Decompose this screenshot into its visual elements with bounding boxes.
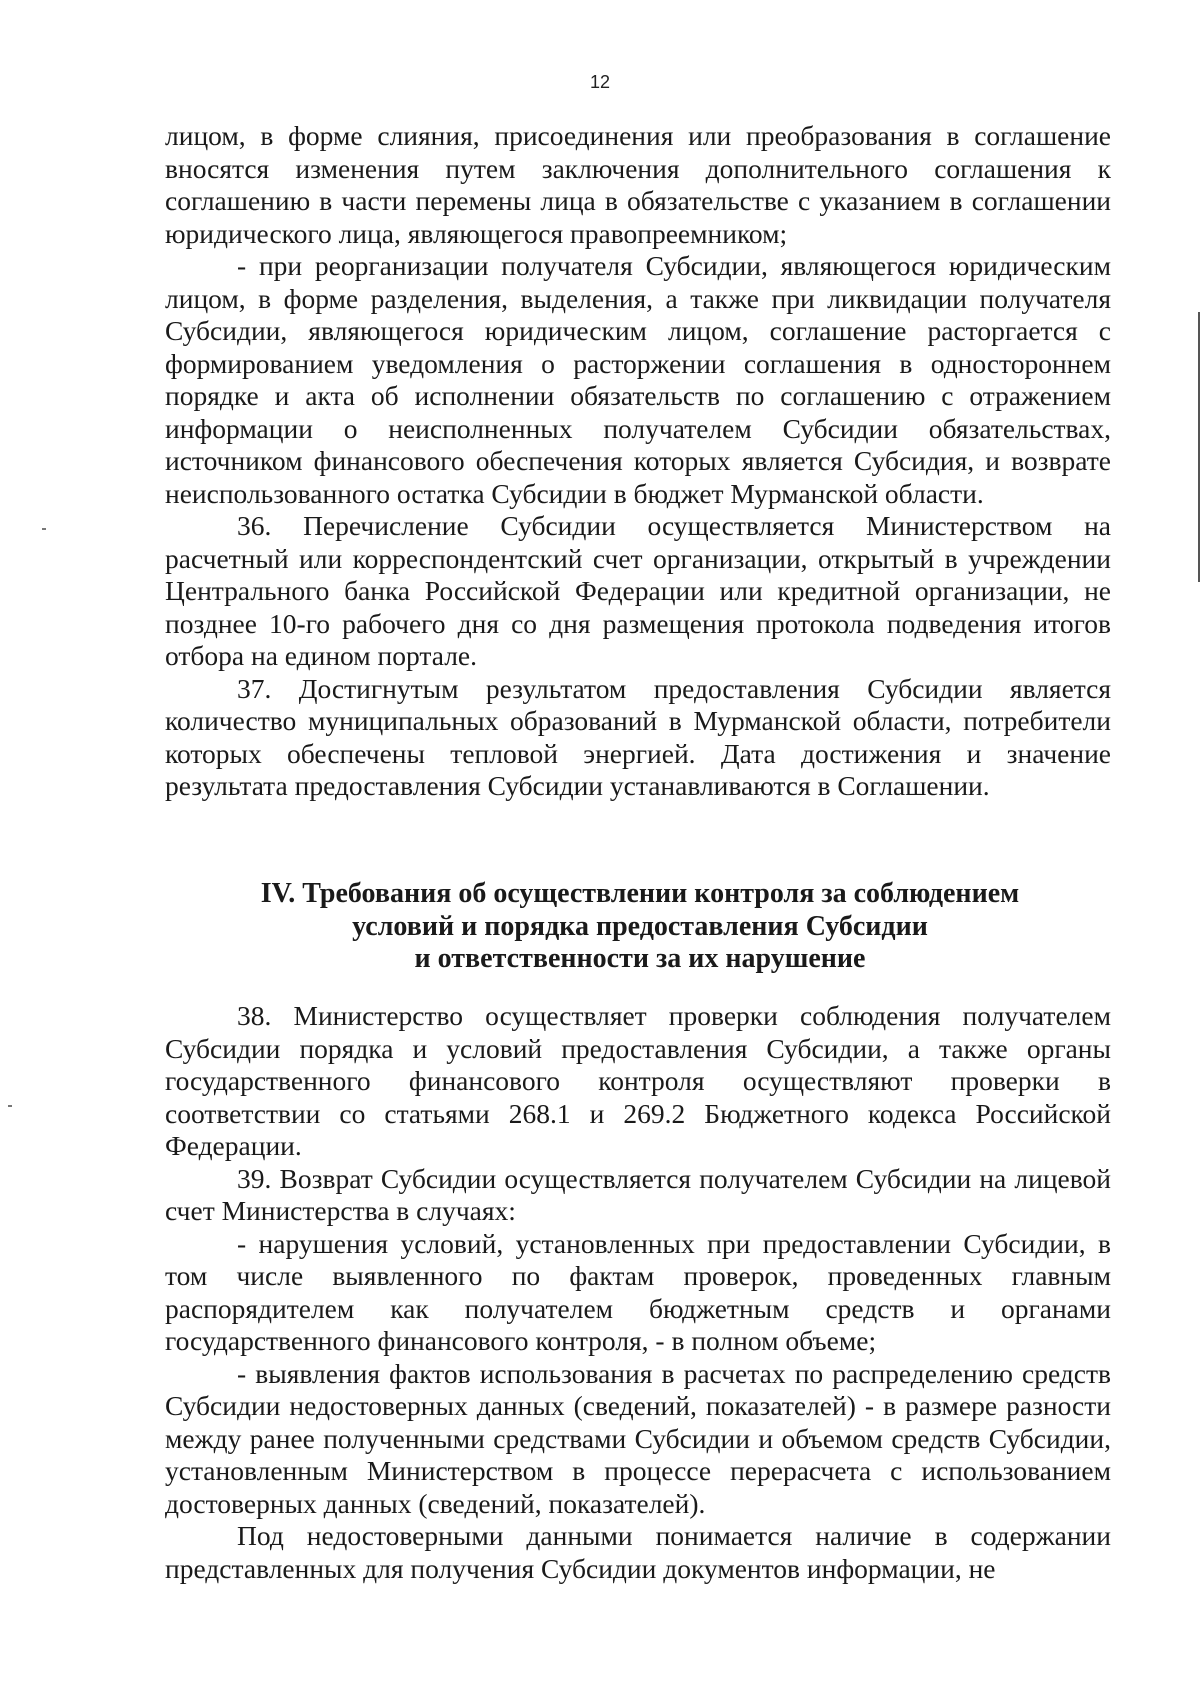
paragraph-39-item-1: - нарушения условий, установленных при предоставлении Субсидии, в том числе выявленного по фактам проверок, проведенных главным распорядителем как получателем бюджетным средств и органами государственного финансового контроля, - в полном объеме; [165,1227,1111,1356]
paragraph-37: 37. Достигнутым результатом предоставления Субсидии является количество муниципальных образований в Мурманской области, потребители которых обеспечены тепловой энергией. Дата достижения и значение результата предоставления Субсидии устанавливаются в Соглашении. [165,672,1111,801]
paragraph-38: 38. Министерство осуществляет проверки соблюдения получателем Субсидии порядка и условий предоставления Субсидии, а также органы государственного финансового контроля осуществляют проверки в соответствии со статьями 268.1 и 269.2 Бюджетного кодекса Российской Федерации. [165,1000,1111,1161]
section-heading-iv [170,878,1110,976]
paragraph-unreliable-data: Под недостоверными данными понимается наличие в содержании представленных для получения Субсидии документов информации, не [165,1520,1111,1584]
paragraph-reorganization: - при реорганизации получателя Субсидии, являющегося юридическим лицом, в форме разделения, выделения, а также при ликвидации получателя Субсидии, являющегося юридическим лицом, соглашение расторгается с формированием уведомления о расторжении соглашения в одностороннем порядке и акта об исполнении обязательств по соглашению с отражением информации о неисполненных получателем Субсидии обязательствах, источником финансового обеспечения которых является Субсидия, и возврате неиспользованного остатка Субсидии в бюджет Мурманской области. [165,250,1111,509]
paragraph-36: 36. Перечисление Субсидии осуществляется Министерством на расчетный или корреспондентский счет организации, открытый в учреждении Центрального банка Российской Федерации или кредитной организации, не позднее 10-го рабочего дня со дня размещения протокола подведения итогов отбора на едином портале. [165,510,1111,671]
body-text-lower [165,1000,1111,1585]
paragraph-39-item-2: - выявления фактов использования в расчетах по распределению средств Субсидии недостоверных данных (сведений, показателей) - в размере разности между ранее полученными средствами Субсидии и объемом средств Субсидии, установленным Министерством в процессе перерасчета с использованием достоверных данных (сведений, показателей). [165,1357,1111,1519]
scan-speck [8,1105,12,1107]
heading-line-2: условий и порядка предоставления Субсидии [352,910,928,942]
paragraph-39: 39. Возврат Субсидии осуществляется получателем Субсидии на лицевой счет Министерства в случаях: [165,1162,1111,1226]
paragraph-continuation: лицом, в форме слияния, присоединения или преобразования в соглашение вносятся изменения путем заключения дополнительного соглашения к соглашению в части перемены лица в обязательстве с указанием в соглашении юридического лица, являющегося правопреемником; [165,120,1111,249]
heading-line-1: IV. Требования об осуществлении контроля за соблюдением [260,878,1020,909]
body-text-upper [165,120,1111,803]
page-number: 12 [589,72,611,92]
scan-speck [42,528,46,530]
heading-line-3: и ответственности за их нарушение [414,943,866,974]
